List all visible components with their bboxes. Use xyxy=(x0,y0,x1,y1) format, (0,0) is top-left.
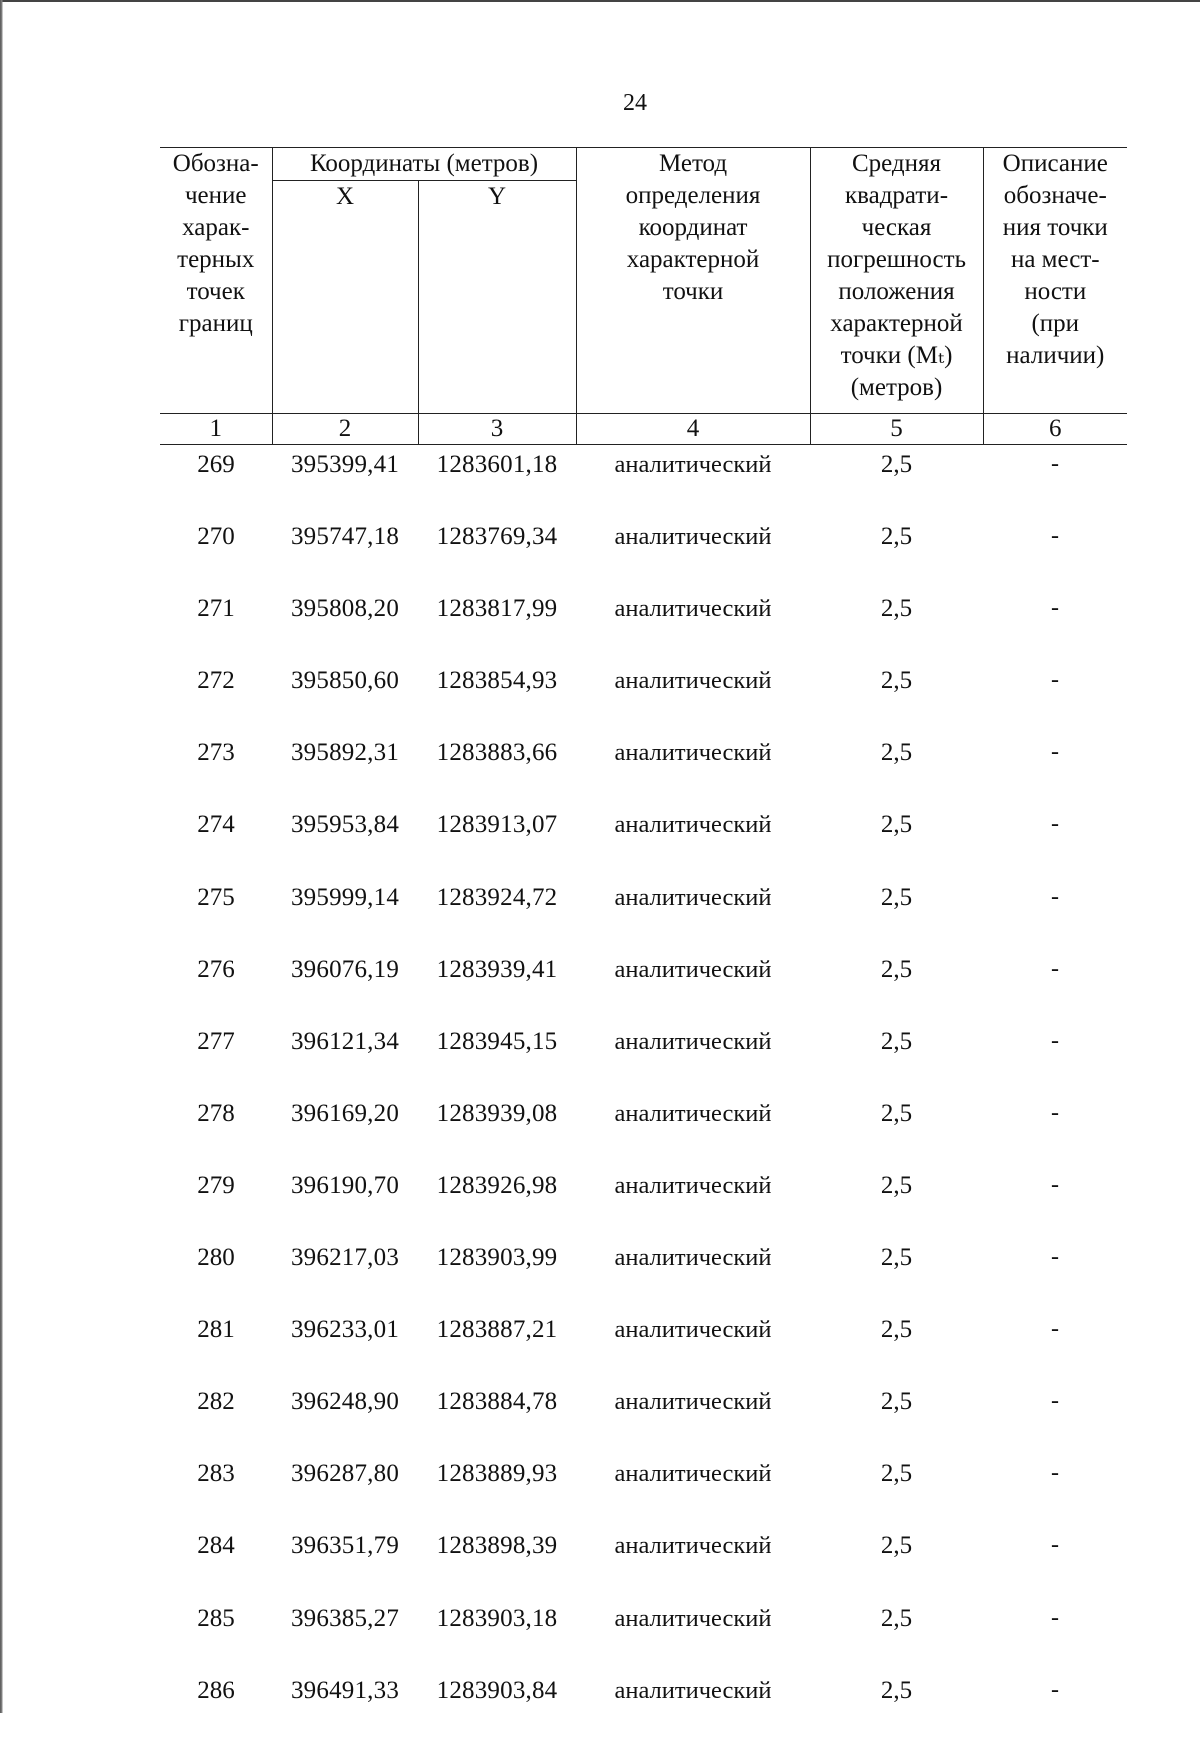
method-value: аналитический xyxy=(614,739,772,767)
description-value: - xyxy=(1051,1604,1060,1631)
point-number: 284 xyxy=(197,1532,235,1560)
coordinate-x: 395808,20 xyxy=(290,595,400,623)
method-value: аналитический xyxy=(614,1316,772,1344)
point-number: 280 xyxy=(197,1244,235,1272)
method-value: аналитический xyxy=(614,811,772,839)
method-value: аналитический xyxy=(614,955,772,983)
table-row xyxy=(160,878,1127,950)
method-value: аналитический xyxy=(614,1171,772,1199)
method-value: аналитический xyxy=(614,451,772,478)
table-row xyxy=(160,1599,1127,1671)
table-row xyxy=(160,1022,1127,1094)
description-value: - xyxy=(1051,739,1060,766)
coordinate-y: 1283889,93 xyxy=(436,1460,558,1488)
method-value: аналитический xyxy=(614,595,772,623)
mean-error-value: 2,5 xyxy=(880,595,913,623)
description-value: - xyxy=(1051,1388,1060,1415)
description-value: - xyxy=(1051,1244,1060,1271)
mean-error-value: 2,5 xyxy=(880,667,913,695)
coordinate-x: 395999,14 xyxy=(290,883,400,911)
table-row xyxy=(160,661,1127,733)
point-number: 282 xyxy=(197,1388,235,1416)
coordinate-x: 396169,20 xyxy=(290,1099,400,1127)
coordinate-y: 1283883,66 xyxy=(436,739,558,767)
coordinate-x: 396190,70 xyxy=(290,1171,400,1199)
description-value: - xyxy=(1051,1316,1060,1343)
point-number: 272 xyxy=(197,667,235,695)
description-value: - xyxy=(1051,1171,1060,1198)
method-value: аналитический xyxy=(614,1388,772,1416)
mean-error-value: 2,5 xyxy=(880,1604,913,1632)
header-method: Метод определения координат характерной точки xyxy=(576,148,810,414)
header-description: Описание обозначе- ния точки на мест- ности (при наличии) xyxy=(983,148,1127,414)
table-body xyxy=(160,445,1127,1743)
description-value: - xyxy=(1051,1460,1060,1487)
point-number: 286 xyxy=(197,1676,235,1704)
mean-error-value: 2,5 xyxy=(880,451,913,478)
scan-edge-top xyxy=(0,0,1200,2)
point-number: 269 xyxy=(197,451,235,478)
description-value: - xyxy=(1051,1676,1060,1703)
coordinates-table xyxy=(160,147,1127,1743)
column-number-4: 4 xyxy=(576,414,810,445)
header-y: Y xyxy=(418,181,576,414)
description-value: - xyxy=(1051,667,1060,694)
method-value: аналитический xyxy=(614,667,772,695)
description-value: - xyxy=(1051,1027,1060,1054)
method-value: аналитический xyxy=(614,1099,772,1127)
header-coordinates-group: Координаты (метров) xyxy=(272,148,576,181)
coordinate-x: 395747,18 xyxy=(290,523,400,551)
method-value: аналитический xyxy=(614,1244,772,1272)
mean-error-value: 2,5 xyxy=(880,1316,913,1344)
coordinate-y: 1283913,07 xyxy=(436,811,558,839)
method-value: аналитический xyxy=(614,1676,772,1704)
description-value: - xyxy=(1051,1532,1060,1559)
table-row xyxy=(160,1382,1127,1454)
coordinate-x: 396248,90 xyxy=(290,1388,400,1416)
table-row xyxy=(160,1094,1127,1166)
mean-error-value: 2,5 xyxy=(880,1171,913,1199)
header-point-designation: Обозна- чение харак- терных точек границ xyxy=(160,148,272,414)
point-number: 274 xyxy=(197,811,235,839)
point-number: 271 xyxy=(197,595,235,623)
mean-error-value: 2,5 xyxy=(880,1676,913,1704)
method-value: аналитический xyxy=(614,1604,772,1632)
coordinate-y: 1283945,15 xyxy=(436,1027,558,1055)
point-number: 279 xyxy=(197,1171,235,1199)
coordinate-y: 1283898,39 xyxy=(436,1532,558,1560)
mean-error-value: 2,5 xyxy=(880,1460,913,1488)
table-row xyxy=(160,950,1127,1022)
column-number-1: 1 xyxy=(160,414,272,445)
table-row xyxy=(160,445,1127,518)
mean-error-value: 2,5 xyxy=(880,1532,913,1560)
coordinate-y: 1283903,18 xyxy=(436,1604,558,1632)
table-row xyxy=(160,1238,1127,1310)
coordinate-x: 396233,01 xyxy=(290,1316,400,1344)
mean-error-value: 2,5 xyxy=(880,1388,913,1416)
method-value: аналитический xyxy=(614,883,772,911)
scan-edge-left xyxy=(0,0,3,1713)
page-number: 24 xyxy=(623,90,647,116)
mean-error-value: 2,5 xyxy=(880,739,913,767)
mean-error-value: 2,5 xyxy=(880,1244,913,1272)
table-row xyxy=(160,1454,1127,1526)
table-row xyxy=(160,1166,1127,1238)
mean-error-value: 2,5 xyxy=(880,955,913,983)
point-number: 285 xyxy=(197,1604,235,1632)
table-row xyxy=(160,805,1127,877)
coordinate-x: 395953,84 xyxy=(290,811,400,839)
coordinate-y: 1283939,41 xyxy=(436,955,558,983)
table-row xyxy=(160,1310,1127,1382)
coordinate-y: 1283903,99 xyxy=(436,1244,558,1272)
table-row xyxy=(160,589,1127,661)
coordinate-y: 1283769,34 xyxy=(436,523,558,551)
coordinate-y: 1283939,08 xyxy=(436,1099,558,1127)
coordinate-x: 396491,33 xyxy=(290,1676,400,1704)
coordinate-y: 1283854,93 xyxy=(436,667,558,695)
description-value: - xyxy=(1051,523,1060,550)
header-x: X xyxy=(272,181,418,414)
description-value: - xyxy=(1051,595,1060,622)
column-number-5: 5 xyxy=(810,414,983,445)
coordinate-x: 396121,34 xyxy=(290,1027,400,1055)
mean-error-value: 2,5 xyxy=(880,523,913,551)
coordinate-x: 396287,80 xyxy=(290,1460,400,1488)
method-value: аналитический xyxy=(614,1460,772,1488)
coordinate-x: 396076,19 xyxy=(290,955,400,983)
point-number: 278 xyxy=(197,1099,235,1127)
point-number: 276 xyxy=(197,955,235,983)
coordinate-y: 1283903,84 xyxy=(436,1676,558,1704)
column-number-3: 3 xyxy=(418,414,576,445)
coordinate-x: 395850,60 xyxy=(290,667,400,695)
coordinate-y: 1283926,98 xyxy=(436,1171,558,1199)
point-number: 277 xyxy=(197,1027,235,1055)
coordinate-x: 396217,03 xyxy=(290,1244,400,1272)
column-number-2: 2 xyxy=(272,414,418,445)
method-value: аналитический xyxy=(614,523,772,551)
coordinate-x: 396351,79 xyxy=(290,1532,400,1560)
coordinate-x: 395399,41 xyxy=(290,451,400,478)
table-row xyxy=(160,517,1127,589)
mean-error-value: 2,5 xyxy=(880,883,913,911)
coordinate-x: 395892,31 xyxy=(290,739,400,767)
description-value: - xyxy=(1051,451,1060,477)
description-value: - xyxy=(1051,1099,1060,1126)
table-row xyxy=(160,1526,1127,1598)
header-mean-error: Средняя квадрати- ческая погрешность положения характерной точки (Mₜ) (метров) xyxy=(810,148,983,414)
method-value: аналитический xyxy=(614,1532,772,1560)
coordinate-y: 1283884,78 xyxy=(436,1388,558,1416)
point-number: 283 xyxy=(197,1460,235,1488)
point-number: 270 xyxy=(197,523,235,551)
coordinate-y: 1283817,99 xyxy=(436,595,558,623)
column-number-6: 6 xyxy=(983,414,1127,445)
coordinate-y: 1283601,18 xyxy=(436,451,558,478)
method-value: аналитический xyxy=(614,1027,772,1055)
description-value: - xyxy=(1051,883,1060,910)
mean-error-value: 2,5 xyxy=(880,1099,913,1127)
mean-error-value: 2,5 xyxy=(880,1027,913,1055)
coordinate-y: 1283924,72 xyxy=(436,883,558,911)
mean-error-value: 2,5 xyxy=(880,811,913,839)
point-number: 273 xyxy=(197,739,235,767)
table-row xyxy=(160,1671,1127,1743)
coordinate-y: 1283887,21 xyxy=(436,1316,558,1344)
point-number: 275 xyxy=(197,883,235,911)
description-value: - xyxy=(1051,955,1060,982)
description-value: - xyxy=(1051,811,1060,838)
point-number: 281 xyxy=(197,1316,235,1344)
table-row xyxy=(160,733,1127,805)
coordinate-x: 396385,27 xyxy=(290,1604,400,1632)
